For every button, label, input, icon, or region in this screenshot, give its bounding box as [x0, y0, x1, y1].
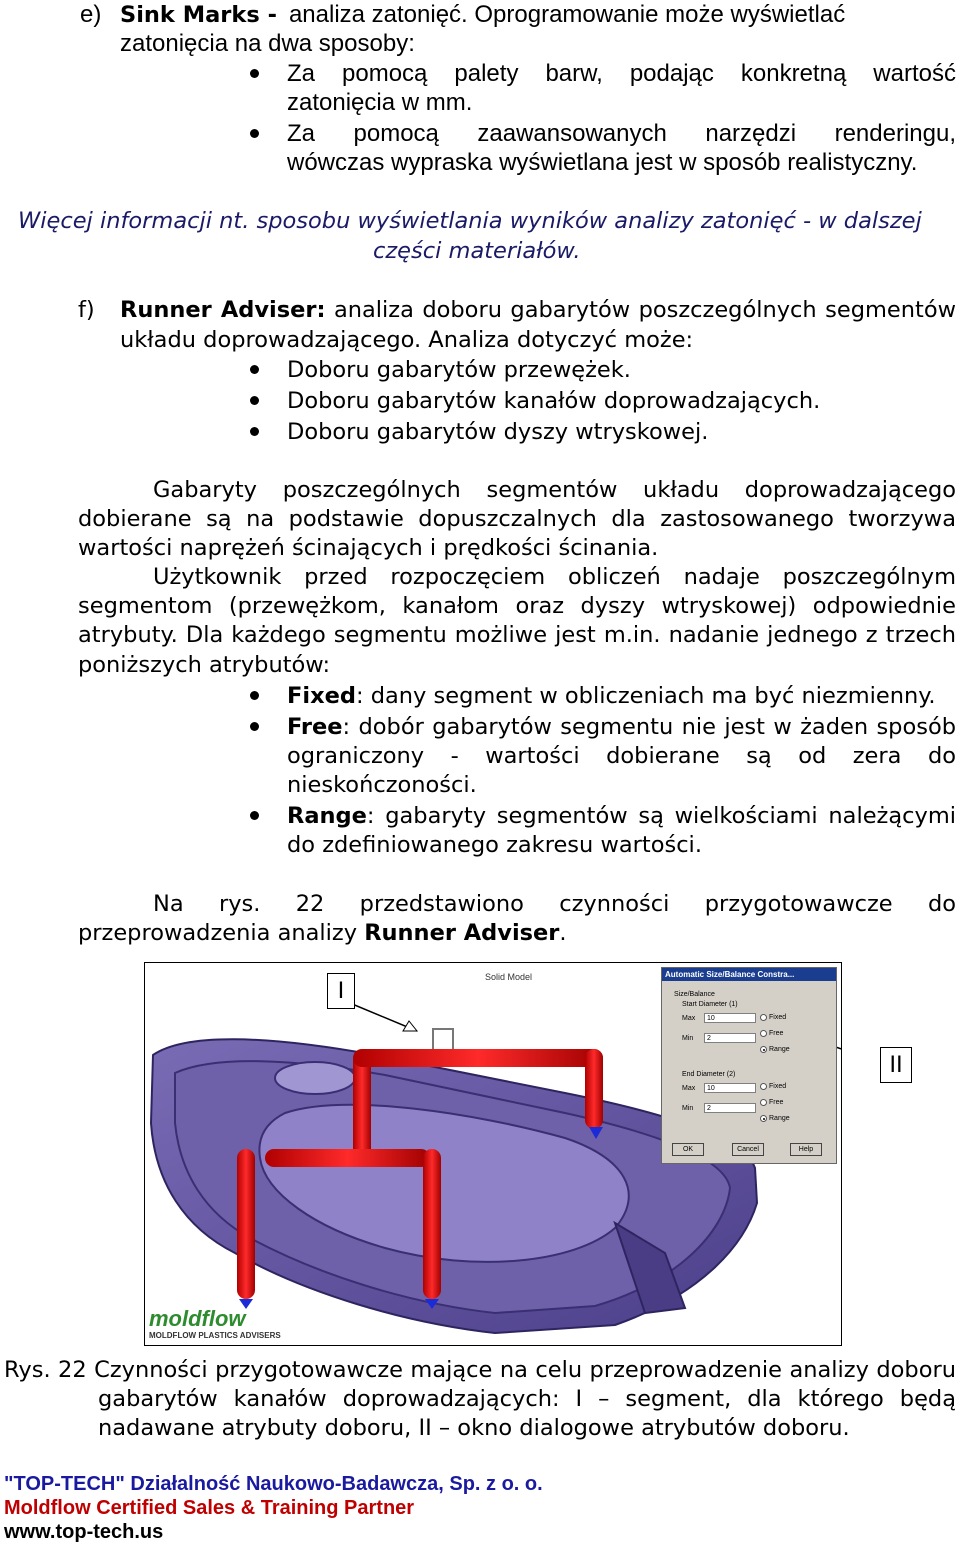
para1-line3: wartości naprężeń ścinających i prędkości ścinania. [78, 535, 659, 561]
bullet-dot [250, 69, 259, 78]
section-f-bullet2: Doboru gabarytów kanałów doprowadzających. [287, 388, 821, 414]
bullet-dot [250, 427, 259, 436]
section-e-line2: zatonięcia na dwa sposoby: [120, 30, 415, 57]
part-hole [275, 1062, 355, 1094]
attr-free-line3: nieskończoności. [287, 772, 477, 798]
attr-fixed [287, 681, 936, 711]
section-e-letter: e) [80, 1, 102, 28]
end-min-field[interactable]: 2 [704, 1103, 756, 1113]
end-max-label: Max [682, 1085, 696, 1092]
cancel-button[interactable]: Cancel [732, 1143, 764, 1156]
note-line2: części materiałów. [373, 238, 581, 264]
size-balance-dialog [661, 967, 837, 1131]
para3-line2 [78, 918, 567, 948]
section-e-line1 [120, 0, 956, 30]
dialog-button-bar [661, 1129, 837, 1164]
label-II-box: II [880, 1047, 912, 1083]
section-e-bullet1-line2: zatonięcia w mm. [287, 89, 473, 116]
runner-horizontal-top [353, 1049, 603, 1067]
figure-runner-adviser [144, 962, 842, 1346]
start-min-field[interactable]: 2 [704, 1033, 756, 1043]
para3-line1: Na rys. 22 przedstawiono czynności przygotowawcze do [153, 891, 956, 917]
start-fixed-radio[interactable] [760, 1014, 767, 1021]
section-f-line2: układu doprowadzającego. Analiza dotyczyć może: [120, 327, 694, 353]
section-e-title: Sink Marks - [120, 2, 277, 28]
bullet-dot [250, 691, 259, 700]
moldflow-logo: moldflow [149, 1306, 246, 1331]
end-free-label: Free [769, 1099, 784, 1106]
section-f-bullet1: Doboru gabarytów przewężek. [287, 357, 631, 383]
section-e-bullet1-line1: Za pomocą palety barw, podając konkretną wartość [287, 60, 956, 87]
attr-range-text: : gabaryty segmentów są wielkościami należącymi [366, 803, 956, 829]
attr-free-text: : dobór gabarytów segmentu nie jest w żaden sposób [342, 714, 956, 740]
dialog-title: Automatic Size/Balance Constra... [662, 968, 836, 981]
end-fixed-label: Fixed [769, 1083, 787, 1090]
section-f-letter: f) [78, 297, 95, 323]
para1-line2: dobierane są na podstawie dopuszczalnych dla zastosowanego tworzywa [78, 506, 956, 532]
attr-free-line2: ograniczony - wartości dobierane są od zera do [287, 743, 956, 769]
para2-line4: poniższych atrybutów: [78, 652, 331, 678]
end-free-radio[interactable] [760, 1099, 767, 1106]
section-f-title: Runner Adviser: [120, 297, 326, 323]
runner-drop-left [237, 1149, 255, 1299]
caption-line3: nadawane atrybuty doboru, II – okno dialogowe atrybutów doboru. [98, 1415, 850, 1441]
start-range-radio[interactable] [760, 1046, 767, 1053]
para2-line1: Użytkownik przed rozpoczęciem obliczeń nadaje poszczególnym [153, 564, 956, 590]
bullet-dot [250, 129, 259, 138]
start-free-label: Free [769, 1030, 784, 1037]
para2-line2: segmentom (przewężkom, kanałom oraz dyszy wtryskowej) odpowiednie [78, 593, 956, 619]
end-diameter-label: End Diameter (2) [682, 1071, 736, 1078]
end-range-label: Range [769, 1115, 790, 1122]
start-range-label: Range [769, 1046, 790, 1053]
start-max-label: Max [682, 1015, 696, 1022]
section-f-line1 [120, 295, 956, 325]
runner-vertical-right [585, 1049, 603, 1129]
bullet-dot [250, 722, 259, 731]
attr-range-term: Range [287, 803, 367, 829]
para3-line2-bold: Runner Adviser [364, 920, 560, 946]
view-title: Solid Model [485, 972, 533, 982]
attr-free-term: Free [287, 714, 343, 740]
start-diameter-label: Start Diameter (1) [682, 1001, 738, 1008]
section-f-bullet3: Doboru gabarytów dyszy wtryskowej. [287, 419, 709, 445]
bullet-dot [250, 365, 259, 374]
ok-button[interactable]: OK [672, 1143, 704, 1156]
attr-fixed-term: Fixed [287, 683, 356, 709]
section-e-line1-rest: analiza zatonięć. Oprogramowanie może wyświetlać [288, 1, 846, 28]
start-fixed-label: Fixed [769, 1014, 787, 1021]
para3-line2-pre: przeprowadzenia analizy [78, 920, 365, 946]
moldflow-logo-sub: MOLDFLOW PLASTICS ADVISERS [149, 1331, 281, 1340]
section-e-bullet2-line2: wówczas wypraska wyświetlana jest w sposób realistyczny. [287, 149, 918, 176]
attr-free-line1 [287, 712, 956, 742]
bullet-dot [250, 811, 259, 820]
runner-horizontal-low [265, 1149, 430, 1167]
attr-range-line1 [287, 801, 956, 831]
end-fixed-radio[interactable] [760, 1083, 767, 1090]
section-f-line1-rest: analiza doboru gabarytów poszczególnych segmentów [333, 297, 956, 323]
para2-line3: atrybuty. Dla każdego segmentu możliwe jest m.in. nadanie jednego z trzech [78, 622, 956, 648]
label-I-box: I [327, 973, 355, 1009]
attr-fixed-text: : dany segment w obliczeniach ma być niezmienny. [355, 683, 936, 709]
runner-drop-mid [423, 1149, 441, 1299]
para3-line2-post: . [559, 920, 567, 946]
end-min-label: Min [682, 1105, 694, 1112]
note-line1: Więcej informacji nt. sposobu wyświetlania wyników analizy zatonięć - w dalszej [18, 208, 922, 234]
end-max-field[interactable]: 10 [704, 1083, 756, 1093]
end-range-radio[interactable] [760, 1115, 767, 1122]
caption-line1: Rys. 22 Czynności przygotowawcze mające na celu przeprowadzenie analizy doboru [4, 1357, 956, 1383]
footer-website[interactable]: www.top-tech.us [4, 1521, 164, 1543]
caption-line2: gabarytów kanałów doprowadzających: I – segment, dla którego będą [98, 1386, 956, 1412]
bullet-dot [250, 396, 259, 405]
start-max-field[interactable]: 10 [704, 1013, 756, 1023]
attr-range-line2: do zdefiniowanego zakresu wartości. [287, 832, 702, 858]
section-e-bullet2-line1: Za pomocą zaawansowanych narzędzi renderingu, [287, 120, 956, 147]
start-min-label: Min [682, 1035, 694, 1042]
footer-partner: Moldflow Certified Sales & Training Partner [4, 1497, 415, 1519]
dialog-group-label: Size/Balance [674, 991, 715, 998]
footer-company: "TOP-TECH" Działalność Naukowo-Badawcza, Sp. z o. o. [4, 1473, 543, 1495]
para1-line1: Gabaryty poszczególnych segmentów układu doprowadzającego [153, 477, 956, 503]
runner-vertical-left [353, 1059, 371, 1159]
start-free-radio[interactable] [760, 1030, 767, 1037]
help-button[interactable]: Help [790, 1143, 822, 1156]
